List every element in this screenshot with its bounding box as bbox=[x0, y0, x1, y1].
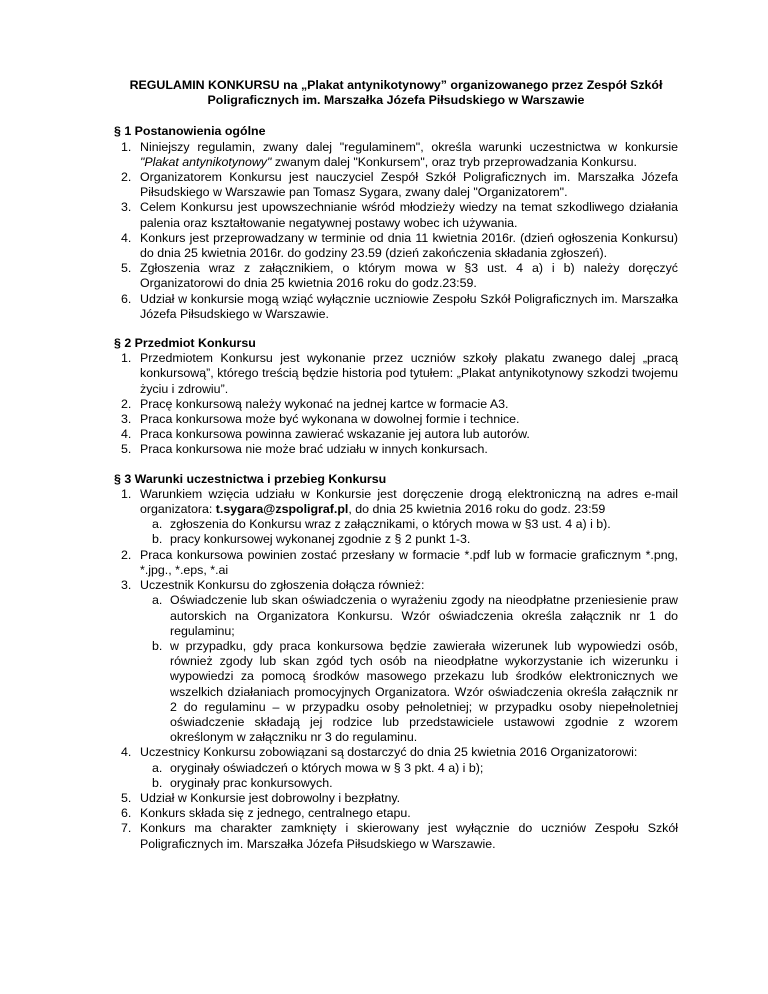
item-text: oryginały oświadczeń o których mowa w § 3 pkt. 4 a) i b); bbox=[170, 760, 484, 775]
item-number: 3. bbox=[121, 412, 132, 427]
item-number: 1. bbox=[121, 139, 132, 154]
item-text: zwanym dalej "Konkursem", oraz tryb przeprowadzania Konkursu. bbox=[271, 154, 637, 169]
section-3-heading: § 3 Warunki uczestnictwa i przebieg Konkursu bbox=[114, 471, 387, 486]
title-line-2: Poligraficznych im. Marszałka Józefa Piłsudskiego w Warszawie bbox=[207, 93, 585, 108]
list-item bbox=[114, 140, 678, 170]
item-number: 4. bbox=[121, 745, 132, 760]
list-item bbox=[114, 821, 678, 851]
item-text: Warunkiem wzięcia udziału w Konkursie jest doręczenie drogą elektroniczną na adres e-mail organizatora: bbox=[140, 486, 678, 517]
item-text: Pracę konkursową należy wykonać na jednej kartce w formacie A3. bbox=[140, 396, 509, 411]
section-3-list bbox=[114, 487, 678, 852]
item-text: Uczestnik Konkursu do zgłoszenia dołącza również: bbox=[140, 578, 425, 593]
item-number: 3. bbox=[121, 578, 132, 593]
item-text: Niniejszy regulamin, zwany dalej "regulaminem", określa warunki uczestnictwa w konkursie bbox=[140, 139, 678, 154]
item-text: Praca konkursowa może być wykonana w dowolnej formie i technice. bbox=[140, 412, 520, 427]
item-text: Praca konkursowa nie może brać udziału w innych konkursach. bbox=[140, 442, 488, 457]
sub-list-item bbox=[114, 776, 678, 791]
section-1-heading: § 1 Postanowienia ogólne bbox=[114, 124, 266, 139]
item-text: Praca konkursowa powinna zawierać wskazanie jej autora lub autorów. bbox=[140, 427, 530, 442]
list-item bbox=[114, 442, 678, 457]
item-number: 5. bbox=[121, 790, 132, 805]
section-3 bbox=[114, 472, 678, 852]
item-number: 1. bbox=[121, 351, 132, 366]
item-text: oryginały prac konkursowych. bbox=[170, 775, 333, 790]
item-text: Udział w konkursie mogą wziąć wyłącznie uczniowie Zespołu Szkół Poligraficznych im. Marszałka Józefa Piłsudskiego w Warszawie. bbox=[140, 291, 678, 321]
item-number: 2. bbox=[121, 170, 132, 185]
section-1 bbox=[114, 124, 678, 322]
item-letter: b. bbox=[152, 638, 163, 653]
item-text: Konkurs jest przeprowadzany w terminie od dnia 11 kwietnia 2016r. (dzień ogłoszenia Konkursu) do dnia 25 kwietnia 2016r. do godziny 23.59 (dzień zakończenia składania zgłoszeń). bbox=[140, 230, 678, 261]
item-number: 4. bbox=[121, 230, 132, 245]
sub-list-item bbox=[114, 532, 678, 547]
list-item bbox=[114, 806, 678, 821]
item-text: Konkurs składa się z jednego, centralnego etapu. bbox=[140, 806, 411, 821]
item-text: pracy konkursowej wykonanej zgodnie z § 2 punkt 1-3. bbox=[170, 532, 471, 547]
item-number: 7. bbox=[121, 821, 132, 836]
item-letter: a. bbox=[152, 593, 163, 608]
item-letter: a. bbox=[152, 517, 163, 532]
item-number: 2. bbox=[121, 547, 132, 562]
item-number: 3. bbox=[121, 200, 132, 215]
item-text: w przypadku, gdy praca konkursowa będzie zawierała wizerunek lub wypowiedzi osób, również zgody lub skan zgód tych osób na nieodpłatne wykorzystanie ich wizerunku i wypowiedzi za pomocą środków masowego przekazu lub środków elektronicznych we wszelkich działaniach promocyjnych Organizatora. Wzór oświadczenia określa załącznik nr 2 do regulaminu – w przypadku osoby pełnoletniej; w przypadku osoby niepełnoletniej oświadczenie składają jej rodzice lub przedstawiciele ustawowi zgodnie z wzorem określonym w załączniku nr 3 do regulaminu. bbox=[170, 638, 678, 745]
list-item bbox=[114, 548, 678, 578]
document-title bbox=[114, 78, 678, 108]
item-text-italic: "Plakat antynikotynowy" bbox=[140, 154, 272, 169]
item-number: 6. bbox=[121, 291, 132, 306]
sub-list-item bbox=[114, 761, 678, 776]
sub-list-item bbox=[114, 517, 678, 532]
list-item bbox=[114, 397, 678, 412]
item-number: 1. bbox=[121, 486, 132, 501]
item-letter: a. bbox=[152, 760, 163, 775]
list-item bbox=[114, 487, 678, 517]
list-item bbox=[114, 170, 678, 200]
section-2-list bbox=[114, 351, 678, 457]
sub-list-item bbox=[114, 639, 678, 745]
title-line-1: REGULAMIN KONKURSU na „Plakat antynikotynowy” organizowanego przez Zespół Szkół bbox=[129, 78, 663, 92]
list-item bbox=[114, 745, 678, 760]
item-number: 5. bbox=[121, 442, 132, 457]
section-2-heading: § 2 Przedmiot Konkursu bbox=[114, 336, 256, 351]
item-number: 6. bbox=[121, 806, 132, 821]
item-text: Przedmiotem Konkursu jest wykonanie przez uczniów szkoły plakatu zwanego dalej „pracą konkursową”, którego treścią będzie historia pod tytułem: „Plakat antynikotynowy szkodzi twojemu życiu i zdrowiu”. bbox=[140, 351, 678, 396]
item-text: zgłoszenia do Konkursu wraz z załącznikami, o których mowa w §3 ust. 4 a) i b). bbox=[170, 517, 611, 532]
item-text: Praca konkursowa powinien zostać przesłany w formacie *.pdf lub w formacie graficznym *.png, *.jpg., *.eps, *.ai bbox=[140, 547, 678, 577]
list-item bbox=[114, 427, 678, 442]
item-text: , do dnia 25 kwietnia 2016 roku do godz. 23:59 bbox=[348, 502, 606, 517]
list-item bbox=[114, 231, 678, 261]
item-text: Oświadczenie lub skan oświadczenia o wyrażeniu zgody na nieodpłatne przeniesienie praw autorskich na Organizatora Konkursu. Wzór oświadczenia określa załącznik nr 1 do regulaminu; bbox=[170, 593, 678, 638]
item-text: Uczestnicy Konkursu zobowiązani są dostarczyć do dnia 25 kwietnia 2016 Organizatorowi: bbox=[140, 745, 638, 760]
item-number: 2. bbox=[121, 396, 132, 411]
item-text: Organizatorem Konkursu jest nauczyciel Zespół Szkół Poligraficznych im. Marszałka Józefa Piłsudskiego w Warszawie pan Tomasz Sygara, zwany dalej "Organizatorem". bbox=[140, 170, 678, 200]
organizer-email: t.sygara@zspoligraf.pl bbox=[215, 502, 349, 517]
list-item bbox=[114, 351, 678, 397]
list-item bbox=[114, 292, 678, 322]
list-item bbox=[114, 578, 678, 593]
item-text: Zgłoszenia wraz z załącznikiem, o którym mowa w §3 ust. 4 a) i b) należy doręczyć Organizatorowi do dnia 25 kwietnia 2016 roku do godz.23:59. bbox=[140, 261, 678, 291]
sub-list-item bbox=[114, 593, 678, 639]
item-letter: b. bbox=[152, 775, 163, 790]
section-2 bbox=[114, 336, 678, 458]
item-text: Konkurs ma charakter zamknięty i skierowany jest wyłącznie do uczniów Zespołu Szkół Poligraficznych im. Marszałka Józefa Piłsudskiego w Warszawie. bbox=[140, 821, 678, 851]
item-text: Udział w Konkursie jest dobrowolny i bezpłatny. bbox=[140, 790, 401, 805]
item-text: Celem Konkursu jest upowszechnianie wśród młodzieży wiedzy na temat szkodliwego działania palenia oraz kształtowanie negatywnej postawy wobec ich używania. bbox=[140, 200, 678, 230]
section-1-list bbox=[114, 140, 678, 322]
list-item bbox=[114, 200, 678, 230]
list-item bbox=[114, 261, 678, 291]
item-number: 4. bbox=[121, 427, 132, 442]
list-item bbox=[114, 412, 678, 427]
item-number: 5. bbox=[121, 261, 132, 276]
item-letter: b. bbox=[152, 532, 163, 547]
list-item bbox=[114, 791, 678, 806]
